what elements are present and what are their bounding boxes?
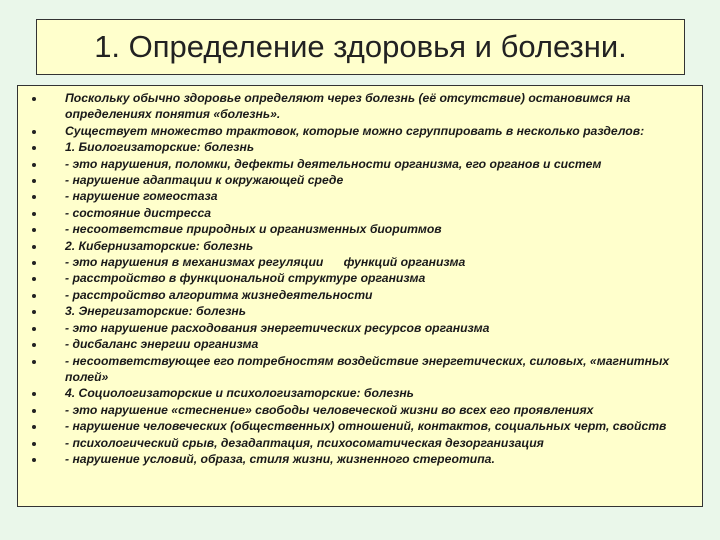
list-item xyxy=(24,205,696,221)
list-item-text: 1. Биологизаторские: болезнь xyxy=(65,140,255,155)
list-item xyxy=(24,418,696,434)
bullet-icon xyxy=(32,212,36,216)
list-item xyxy=(24,451,696,467)
bullet-icon xyxy=(32,310,36,314)
list-item-text: - нарушение адаптации к окружающей среде xyxy=(65,173,344,188)
bullet-icon xyxy=(32,228,36,232)
list-item xyxy=(24,336,696,352)
list-item-text: - нарушение условий, образа, стиля жизни, жизненного стереотипа. xyxy=(65,451,495,466)
list-item xyxy=(24,320,696,336)
list-item xyxy=(24,221,696,237)
list-item-text: - расстройство алгоритма жизнедеятельности xyxy=(65,287,373,302)
list-item-text: - несоответствие природных и организменных биоритмов xyxy=(65,222,442,237)
bullet-icon xyxy=(32,343,36,347)
bullet-icon xyxy=(32,392,36,396)
list-item-text: - расстройство в функциональной структуре организма xyxy=(65,271,426,286)
list-item-text: - состояние дистресса xyxy=(65,205,212,220)
bullet-list xyxy=(18,86,702,467)
list-item-text: Существует множество трактовок, которые можно сгруппировать в несколько разделов: xyxy=(65,123,645,138)
title-box xyxy=(36,19,685,75)
bullet-icon xyxy=(32,409,36,413)
bullet-icon xyxy=(32,327,36,331)
bullet-icon xyxy=(32,294,36,298)
list-item xyxy=(24,353,696,386)
bullet-icon xyxy=(32,360,36,364)
list-item xyxy=(24,90,696,123)
list-item xyxy=(24,303,696,319)
list-item-text: - несоответствующее его потребностям воздействие энергетических, силовых, «магнитных полей» xyxy=(65,353,670,384)
list-item-text: - психологический срыв, дезадаптация, психосоматическая дезорганизация xyxy=(65,435,544,450)
list-item-text: 3. Энергизаторские: болезнь xyxy=(65,304,247,319)
list-item xyxy=(24,270,696,286)
bullet-icon xyxy=(32,195,36,199)
list-item-text: Поскольку обычно здоровье определяют через болезнь (её отсутствие) остановимся на определениях понятия «болезнь». xyxy=(65,91,631,122)
list-item xyxy=(24,287,696,303)
bullet-icon xyxy=(32,458,36,462)
bullet-icon xyxy=(32,261,36,265)
content-box xyxy=(17,85,703,507)
list-item-text: - нарушение гомеостаза xyxy=(65,189,218,204)
list-item xyxy=(24,156,696,172)
slide-title: 1. Определение здоровья и болезни. xyxy=(94,29,627,64)
list-item xyxy=(24,172,696,188)
bullet-icon xyxy=(32,97,36,101)
bullet-icon xyxy=(32,245,36,249)
list-item-text: 2. Кибернизаторские: болезнь xyxy=(65,238,254,253)
list-item xyxy=(24,435,696,451)
list-item-text: 4. Социологизаторские и психологизаторские: болезнь xyxy=(65,386,414,401)
list-item-text: - дисбаланс энергии организма xyxy=(65,337,259,352)
list-item xyxy=(24,139,696,155)
list-item xyxy=(24,254,696,270)
list-item-text: - это нарушение расходования энергетических ресурсов организма xyxy=(65,320,490,335)
list-item xyxy=(24,238,696,254)
bullet-icon xyxy=(32,130,36,134)
list-item-text: - это нарушения в механизмах регуляции функций организма xyxy=(65,255,466,270)
bullet-icon xyxy=(32,442,36,446)
bullet-icon xyxy=(32,146,36,150)
list-item-text: - это нарушения, поломки, дефекты деятельности организма, его органов и систем xyxy=(65,156,602,171)
list-item xyxy=(24,123,696,139)
bullet-icon xyxy=(32,179,36,183)
list-item xyxy=(24,385,696,401)
list-item-text: - это нарушение «стеснение» свободы человеческой жизни во всех его проявлениях xyxy=(65,402,594,417)
bullet-icon xyxy=(32,425,36,429)
bullet-icon xyxy=(32,277,36,281)
list-item-text: - нарушение человеческих (общественных) отношений, контактов, социальных черт, свойств xyxy=(65,419,667,434)
bullet-icon xyxy=(32,163,36,167)
list-item xyxy=(24,402,696,418)
list-item xyxy=(24,188,696,204)
